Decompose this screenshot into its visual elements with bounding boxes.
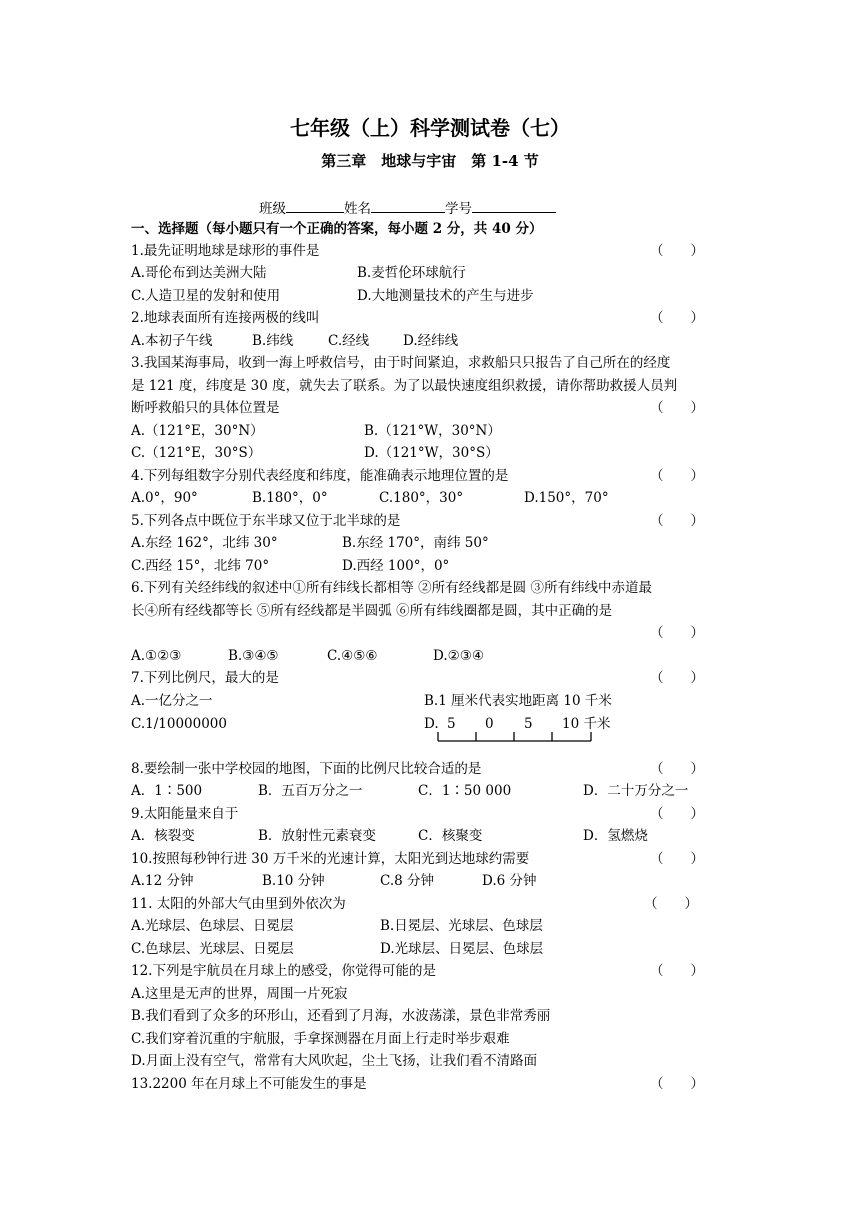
option-d-label: D. bbox=[424, 716, 439, 732]
option-c: C．核聚变 bbox=[418, 828, 483, 844]
question-stem: 4.下列每组数字分别代表经度和纬度，能准确表示地理位置的是 bbox=[131, 468, 509, 484]
option-b: B.我们看到了众多的环形山，还看到了月海，水波荡漾，景色非常秀丽 bbox=[131, 1008, 551, 1024]
name-label: 姓名 bbox=[344, 201, 371, 217]
page-title: 七年级（上）科学测试卷（七） bbox=[290, 116, 570, 140]
question-stem: 1.最先证明地球是球形的事件是 bbox=[131, 243, 320, 259]
option-d: D.月面上没有空气，常常有大风吹起，尘土飞扬，让我们看不清路面 bbox=[131, 1053, 538, 1069]
question-stem: 6.下列有关经纬线的叙述中①所有纬线长都相等 ②所有经线都是圆 ③所有纬线中赤道最 bbox=[131, 580, 652, 596]
option-a: A.这里是无声的世界，周围一片死寂 bbox=[131, 986, 348, 1002]
answer-paren[interactable]: （ ） bbox=[650, 761, 704, 777]
option-b: B.③④⑤ bbox=[228, 648, 279, 664]
question-stem: 7.下列比例尺，最大的是 bbox=[131, 670, 279, 686]
question-stem: 12.下列是宇航员在月球上的感受，你觉得可能的是 bbox=[131, 963, 436, 979]
scale-label: 5 bbox=[447, 716, 456, 732]
option-d: D.光球层、日冕层、色球层 bbox=[380, 941, 544, 957]
option-c: C.8 分钟 bbox=[380, 873, 435, 889]
question-stem: 13.2200 年在月球上不可能发生的事是 bbox=[131, 1076, 367, 1092]
question-stem: 2.地球表面所有连接两极的线叫 bbox=[131, 310, 320, 326]
page-subtitle: 第三章 地球与宇宙 第 1-4 节 bbox=[321, 152, 539, 170]
option-d: D．氢燃烧 bbox=[583, 828, 648, 844]
question-stem: 10.按照每秒钟行进 30 万千米的光速计算，太阳光到达地球约需要 bbox=[131, 851, 530, 867]
answer-paren[interactable]: （ ） bbox=[650, 625, 704, 641]
option-c: C.人造卫星的发射和使用 bbox=[131, 288, 281, 304]
section-heading: 一、选择题（每小题只有一个正确的答案，每小题 2 分，共 40 分） bbox=[131, 221, 543, 237]
option-b: B.（121°W，30°N） bbox=[364, 423, 501, 439]
class-field[interactable] bbox=[286, 197, 344, 213]
option-c: C．1∶50 000 bbox=[418, 783, 512, 799]
option-a: A.本初子午线 bbox=[131, 333, 213, 349]
option-c: C.1/10000000 bbox=[131, 716, 227, 732]
scale-label: 10 千米 bbox=[562, 716, 611, 732]
question-stem: 11. 太阳的外部大气由里到外依次为 bbox=[131, 896, 346, 912]
scale-bar-graphic bbox=[424, 714, 624, 748]
option-c: C.180°，30° bbox=[379, 490, 464, 506]
option-d: D.②③④ bbox=[433, 648, 484, 664]
question-stem: 5.下列各点中既位于东半球又位于北半球的是 bbox=[131, 513, 401, 529]
question-stem: 3.我国某海事局，收到一海上呼救信号，由于时间紧迫，求救船只只报告了自己所在的经度 bbox=[131, 355, 671, 371]
option-b: B．放射性元素衰变 bbox=[258, 828, 376, 844]
scale-label: 5 bbox=[524, 716, 533, 732]
option-c: C.④⑤⑥ bbox=[327, 648, 378, 664]
option-b: B．五百万分之一 bbox=[258, 783, 363, 799]
option-a: A.（121°E，30°N） bbox=[131, 423, 264, 439]
answer-paren[interactable]: （ ） bbox=[650, 806, 704, 822]
answer-paren[interactable]: （ ） bbox=[650, 851, 704, 867]
option-b: B.1 厘米代表实地距离 10 千米 bbox=[424, 693, 612, 709]
answer-paren[interactable]: （ ） bbox=[650, 513, 704, 529]
student-info-row bbox=[259, 197, 556, 219]
question-stem: 断呼救船只的具体位置是 bbox=[131, 400, 280, 416]
option-d: D.6 分钟 bbox=[482, 873, 537, 889]
question-stem: 长④所有经线都等长 ⑤所有经线都是半圆弧 ⑥所有纬线圈都是圆，其中正确的是 bbox=[131, 603, 613, 619]
option-a: A.一亿分之一 bbox=[131, 693, 213, 709]
scale-label: 0 bbox=[485, 716, 494, 732]
answer-paren[interactable]: （ ） bbox=[650, 400, 704, 416]
option-b: B.东经 170°，南纬 50° bbox=[342, 535, 489, 551]
option-a: A.0°，90° bbox=[131, 490, 198, 506]
option-a: A．核裂变 bbox=[131, 828, 195, 844]
option-d: D.经纬线 bbox=[403, 333, 459, 349]
option-c: C.（121°E，30°S） bbox=[131, 445, 262, 461]
answer-paren[interactable]: （ ） bbox=[650, 310, 704, 326]
question-stem: 8.要绘制一张中学校园的地图，下面的比例尺比较合适的是 bbox=[131, 761, 482, 777]
option-d: D.西经 100°，0° bbox=[342, 558, 450, 574]
option-d: D．二十万分之一 bbox=[583, 783, 689, 799]
answer-paren[interactable]: （ ） bbox=[644, 896, 698, 912]
option-a: A.哥伦布到达美洲大陆 bbox=[131, 265, 267, 281]
option-b: B.纬线 bbox=[252, 333, 294, 349]
option-a: A.12 分钟 bbox=[131, 873, 194, 889]
answer-paren[interactable]: （ ） bbox=[650, 468, 704, 484]
option-c: C.经线 bbox=[328, 333, 370, 349]
option-c: C.西经 15°，北纬 70° bbox=[131, 558, 270, 574]
option-c: C.我们穿着沉重的宇航服，手拿探测器在月面上行走时举步艰难 bbox=[131, 1031, 510, 1047]
name-field[interactable] bbox=[371, 197, 445, 213]
option-b: B.180°，0° bbox=[252, 490, 328, 506]
option-d: D.大地测量技术的产生与进步 bbox=[357, 288, 534, 304]
option-a: A.光球层、色球层、日冕层 bbox=[131, 918, 294, 934]
question-stem: 9.太阳能量来自于 bbox=[131, 806, 239, 822]
option-b: B.日冕层、光球层、色球层 bbox=[380, 918, 543, 934]
number-label: 学号 bbox=[445, 201, 472, 217]
option-d: D.（121°W，30°S） bbox=[364, 445, 499, 461]
question-stem: 是 121 度，纬度是 30 度，就失去了联系。为了以最快速度组织救援，请你帮助救援人员判 bbox=[131, 378, 678, 394]
scale-bar bbox=[424, 714, 624, 748]
option-a: A.①②③ bbox=[131, 648, 182, 664]
class-label: 班级 bbox=[259, 201, 286, 217]
option-b: B.麦哲伦环球航行 bbox=[357, 265, 466, 281]
option-a: A．1∶500 bbox=[131, 783, 203, 799]
answer-paren[interactable]: （ ） bbox=[650, 1076, 704, 1092]
answer-paren[interactable]: （ ） bbox=[650, 243, 704, 259]
number-field[interactable] bbox=[472, 197, 556, 213]
option-b: B.10 分钟 bbox=[262, 873, 325, 889]
answer-paren[interactable]: （ ） bbox=[650, 963, 704, 979]
answer-paren[interactable]: （ ） bbox=[650, 670, 704, 686]
option-c: C.色球层、光球层、日冕层 bbox=[131, 941, 294, 957]
option-a: A.东经 162°，北纬 30° bbox=[131, 535, 278, 551]
option-d: D.150°，70° bbox=[524, 490, 609, 506]
